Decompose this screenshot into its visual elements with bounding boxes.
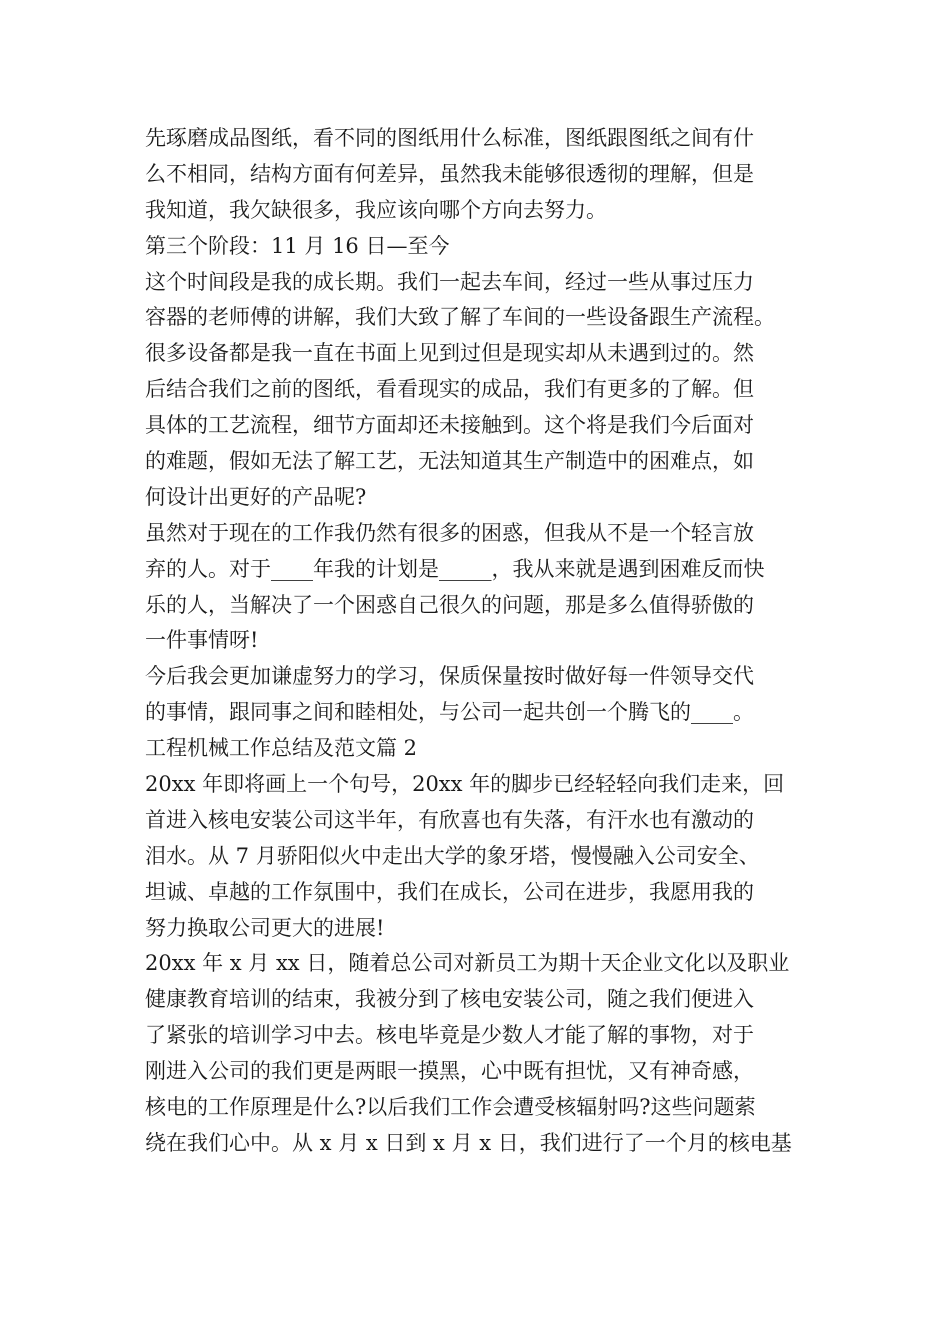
text-line: 容器的老师傅的讲解，我们大致了解了车间的一些设备跟生产流程。 [145,305,775,330]
text-line: 么不相同，结构方面有何差异，虽然我未能够很透彻的理解，但是 [145,161,754,186]
text-line: 泪水。从 7 月骄阳似火中走出大学的象牙塔，慢慢融入公司安全、 [145,843,760,868]
text-line: 一件事情呀! [145,628,259,653]
text-line: 的事情，跟同事之间和睦相处，与公司一起共创一个腾飞的____。 [145,700,754,725]
text-line: 弃的人。对于____年我的计划是_____，我从来就是遇到困难反而快 [145,556,765,581]
text-line: 这个时间段是我的成长期。我们一起去车间，经过一些从事过压力 [145,269,754,294]
document-body [145,121,825,1162]
text-line: 坦诚、卓越的工作氛围中，我们在成长，公司在进步，我愿用我的 [145,879,754,904]
text-line: 20xx 年 x 月 xx 日，随着总公司对新员工为期十天企业文化以及职业 [145,951,790,976]
text-line: 刚进入公司的我们更是两眼一摸黑，心中既有担忧，又有神奇感， [145,1059,754,1084]
text-line: 健康教育培训的结束，我被分到了核电安装公司，随之我们便进入 [145,987,754,1012]
text-line: 很多设备都是我一直在书面上见到过但是现实却从未遇到过的。然 [145,341,754,366]
text-line: 何设计出更好的产品呢? [145,484,367,509]
text-line: 乐的人，当解决了一个困惑自己很久的问题，那是多么值得骄傲的 [145,592,754,617]
text-line: 虽然对于现在的工作我仍然有很多的困惑，但我从不是一个轻言放 [145,520,754,545]
text-line: 后结合我们之前的图纸，看看现实的成品，我们有更多的了解。但 [145,377,754,402]
text-line: 了紧张的培训学习中去。核电毕竟是少数人才能了解的事物，对于 [145,1023,754,1048]
text-line: 努力换取公司更大的进展! [145,915,385,940]
text-line: 核电的工作原理是什么?以后我们工作会遭受核辐射吗?这些问题萦 [145,1095,756,1120]
section-heading: 第三个阶段：11 月 16 日—至今 [145,233,450,258]
text-line: 具体的工艺流程，细节方面却还未接触到。这个将是我们今后面对 [145,413,754,438]
text-line: 绕在我们心中。从 x 月 x 日到 x 月 x 日，我们进行了一个月的核电基 [145,1130,792,1155]
text-line: 先琢磨成品图纸，看不同的图纸用什么标准，图纸跟图纸之间有什 [145,126,754,150]
text-line: 20xx 年即将画上一个句号，20xx 年的脚步已经轻轻向我们走来，回 [145,772,785,797]
text-line: 的难题，假如无法了解工艺，无法知道其生产制造中的困难点，如 [145,449,754,474]
text-line: 今后我会更加谦虚努力的学习，保质保量按时做好每一件领导交代 [145,664,754,689]
text-line: 我知道，我欠缺很多，我应该向哪个方向去努力。 [145,197,607,222]
article-title: 工程机械工作总结及范文篇 2 [145,736,418,761]
text-line: 首进入核电安装公司这半年，有欣喜也有失落，有汗水也有激动的 [145,807,754,832]
